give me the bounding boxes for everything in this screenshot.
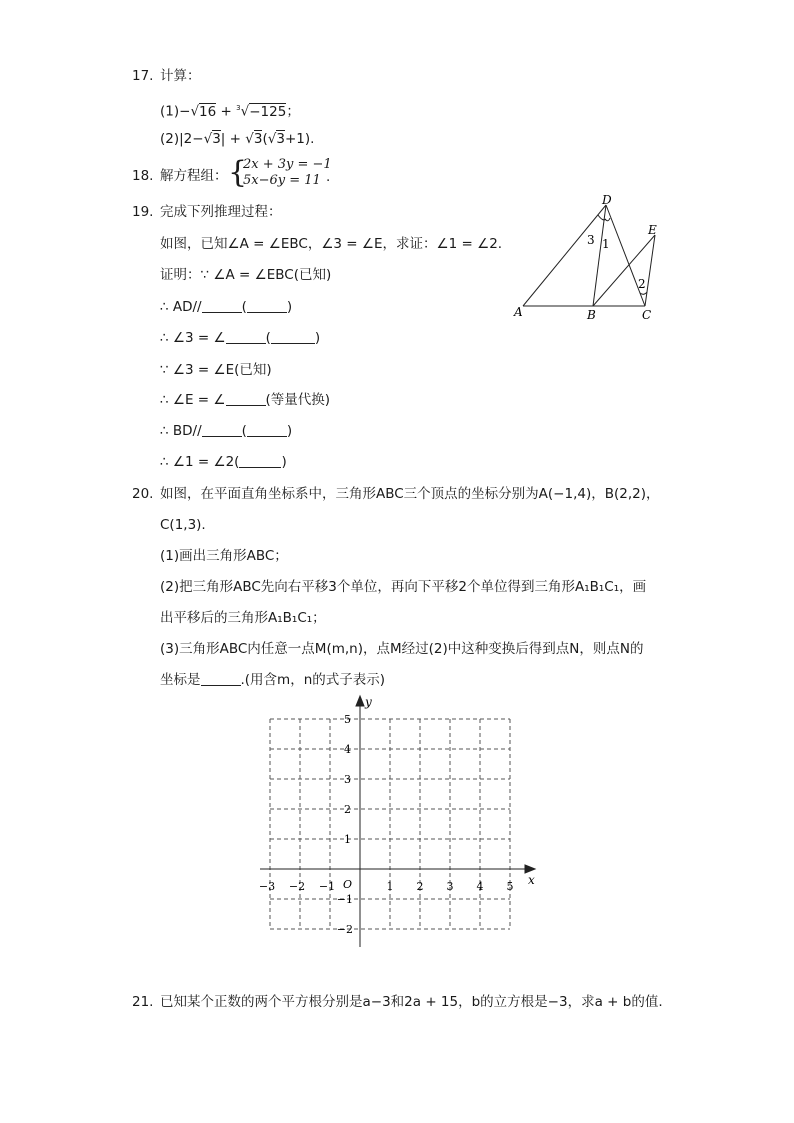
q19-line7-a: ∴ ∠1 = ∠2(	[160, 454, 240, 470]
q21-text: 已知某个正数的两个平方根分别是a−3和2a + 15，b的立方根是−3，求a + b的值.	[160, 994, 663, 1010]
q19-line5-b: (等量代换)	[265, 392, 331, 408]
angle-1-arc	[605, 218, 610, 221]
label-A: A	[514, 305, 523, 319]
q20-stem-1: 如图，在平面直角坐标系中，三角形ABC三个顶点的坐标分别为A(−1,4)，B(2,2)，	[160, 486, 660, 502]
label-1: 1	[602, 237, 610, 251]
y-axis-arrow	[356, 696, 364, 706]
x-axis-arrow	[525, 865, 535, 873]
x-axis-label: x	[528, 873, 535, 887]
label-C: C	[642, 308, 652, 322]
q20-part3-b: 坐标是	[160, 672, 201, 688]
label-E: E	[648, 223, 657, 237]
q19-line3-blank1[interactable]	[226, 329, 266, 344]
q18-eq2: 5x−6y = 11	[243, 173, 321, 188]
q17-part1-cbrt-arg: −125	[249, 103, 287, 120]
q19-line5-a: ∴ ∠E = ∠	[160, 392, 226, 408]
x-tick-label: 1	[386, 880, 394, 893]
q19-line6-b: (	[241, 423, 247, 439]
x-tick-label: 4	[476, 880, 484, 893]
q19-line6-blank2[interactable]	[247, 422, 287, 437]
angle-2-arc	[640, 292, 647, 294]
x-tick-label: −3	[258, 880, 276, 893]
sqrt-symbol: √	[203, 131, 213, 147]
q19-line6-a: ∴ BD//	[160, 423, 202, 439]
y-tick-label: 3	[344, 773, 351, 786]
q19-proof-label: 证明：	[160, 267, 201, 283]
q17-part2-plus: +	[229, 131, 241, 147]
q17-part1-label: (1)	[160, 103, 180, 120]
q21-number: 21.	[132, 994, 154, 1010]
cbrt-symbol: √	[240, 103, 250, 120]
q19-proof-line5	[160, 390, 330, 410]
q18-title: 解方程组：	[160, 168, 228, 184]
q19-line2-b: (	[241, 299, 247, 315]
y-tick-label: 5	[344, 713, 351, 726]
y-tick-label: 4	[344, 743, 351, 756]
origin-label: O	[343, 878, 353, 891]
q19-line6-blank1[interactable]	[202, 422, 242, 437]
q17-part2-paren-open: (	[262, 131, 268, 147]
q20-number: 20.	[132, 486, 154, 502]
q17-part2-sqrt-a: 3	[212, 131, 221, 147]
x-tick-label: 5	[506, 880, 514, 893]
q18-end: .	[326, 169, 331, 185]
q17-part2	[160, 129, 314, 149]
q19-title: 完成下列推理过程：	[160, 204, 282, 220]
q20-part3-c: .(用含m，n的式子表示)	[240, 672, 386, 688]
q18-number: 18.	[132, 168, 154, 184]
q19-line1: ∵ ∠A = ∠EBC(已知)	[200, 267, 332, 283]
q17-part1-plus: +	[220, 103, 232, 120]
q19-line5-blank1[interactable]	[226, 391, 266, 406]
q19-given: 如图，已知∠A = ∠EBC，∠3 = ∠E，求证：∠1 = ∠2.	[160, 236, 503, 252]
x-tick-label: 2	[416, 880, 424, 893]
q19-figure	[505, 192, 675, 322]
q19-proof-line1	[160, 265, 331, 285]
x-tick-label: −2	[288, 880, 306, 893]
q17-title: 计算：	[160, 68, 201, 84]
label-3: 3	[587, 233, 595, 247]
grid-lines	[270, 719, 510, 929]
q19-line3-a: ∴ ∠3 = ∠	[160, 330, 226, 346]
y-tick-label: 2	[344, 803, 351, 816]
sqrt-symbol: √	[267, 131, 277, 147]
q19-proof-line4: ∵ ∠3 = ∠E(已知)	[160, 362, 272, 378]
q17-part2-abs-open: |2−	[179, 131, 204, 147]
q17-part1-end: ；	[286, 103, 300, 120]
y-tick-label: −2	[336, 923, 353, 936]
q19-line2-blank2[interactable]	[247, 298, 287, 313]
y-axis-label: y	[365, 695, 372, 709]
q17-part2-sqrt-b: 3	[253, 131, 263, 147]
q19-line3-blank2[interactable]	[271, 329, 315, 344]
q18-brace: {	[228, 155, 248, 190]
q18-eq1: 2x + 3y = −1	[243, 157, 332, 172]
q17-part1	[160, 98, 300, 122]
q19-line2-blank1[interactable]	[202, 298, 242, 313]
q20-stem-2: C(1,3).	[160, 517, 206, 533]
q17-part2-paren-close: +1)	[284, 131, 311, 147]
q17-number: 17.	[132, 68, 154, 84]
q19-line2-a: ∴ AD//	[160, 299, 202, 315]
q17-part1-sqrt-arg: 16	[199, 103, 217, 120]
q17-part2-abs-close: |	[220, 131, 226, 147]
q20-coordinate-grid	[255, 692, 545, 957]
q17-part2-end: .	[310, 131, 315, 147]
x-tick-label: 3	[446, 880, 454, 893]
q19-line6-c: )	[286, 423, 293, 439]
label-2: 2	[638, 277, 646, 291]
q20-part3-a: (3)三角形ABC内任意一点M(m,n)，点M经过(2)中这种变换后得到点N，则点N的	[160, 641, 644, 657]
sqrt-symbol: √	[190, 103, 200, 120]
q19-line7-blank1[interactable]	[239, 453, 281, 468]
q19-line2-c: )	[286, 299, 293, 315]
q19-line7-b: )	[281, 454, 287, 470]
segment-EC	[645, 235, 655, 306]
sqrt-symbol: √	[245, 131, 254, 147]
q19-proof-line2	[160, 297, 292, 317]
q20-part2-a: (2)把三角形ABC先向右平移3个单位，再向下平移2个单位得到三角形A₁B₁C₁，画	[160, 579, 647, 595]
q20-part1: (1)画出三角形ABC；	[160, 548, 288, 564]
q17-part1-minus: −	[179, 103, 191, 120]
q19-line3-b: (	[265, 330, 271, 346]
y-tick-label: 1	[344, 833, 351, 846]
q19-line3-c: )	[314, 330, 321, 346]
q19-proof-line6	[160, 421, 292, 441]
segment-AD	[523, 205, 606, 306]
q17-part1-cbrt-index: 3	[236, 104, 241, 112]
q20-part2-b: 出平移后的三角形A₁B₁C₁；	[160, 610, 326, 626]
y-tick-label: −1	[336, 893, 353, 906]
q17-part2-label: (2)	[160, 131, 180, 147]
label-B: B	[587, 308, 596, 322]
q19-number: 19.	[132, 204, 154, 220]
q20-part3-blank[interactable]	[201, 671, 241, 686]
q19-proof-line7	[160, 452, 287, 472]
q17-part2-sqrt-c: 3	[276, 131, 285, 147]
x-tick-label: −1	[318, 880, 336, 893]
label-D: D	[602, 193, 612, 207]
q20-part3-line2	[160, 670, 385, 690]
q19-proof-line3	[160, 328, 320, 348]
